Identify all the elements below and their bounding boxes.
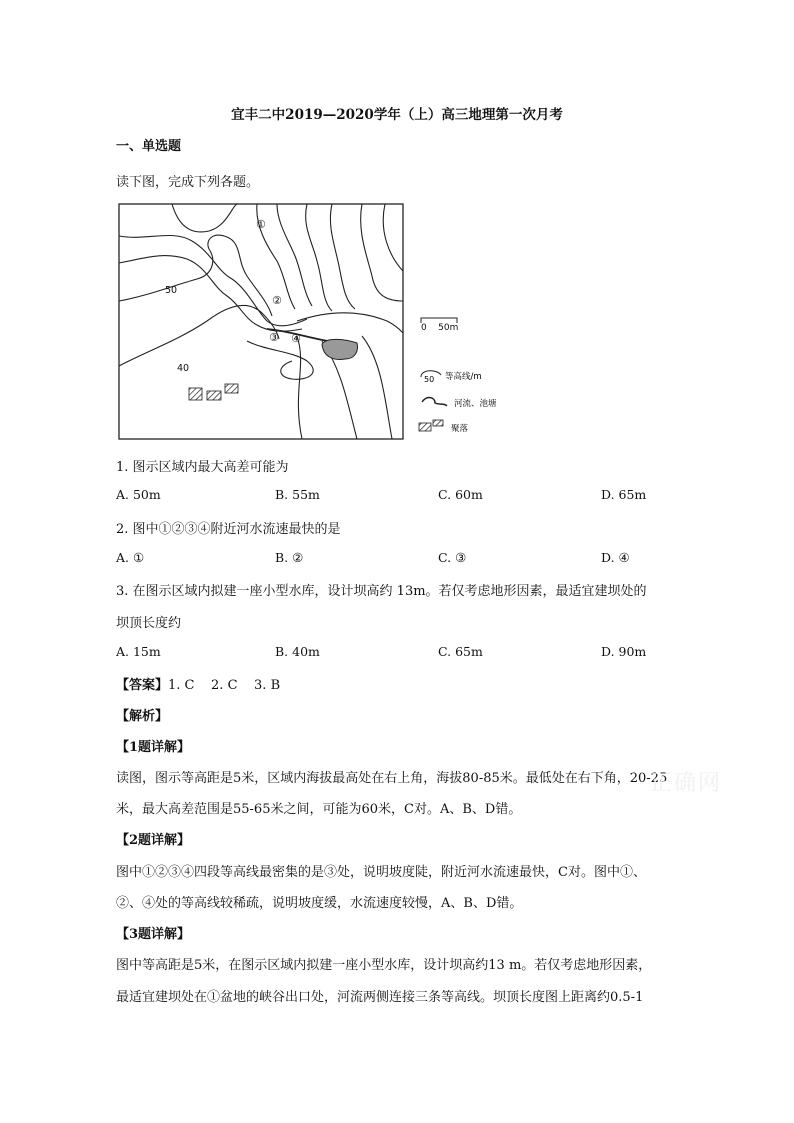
point-label-2: ②: [272, 294, 282, 307]
legend-sample-value: 50: [424, 375, 435, 384]
point-label-3: ③: [269, 331, 279, 344]
q2-option-c: C. ③: [438, 550, 467, 565]
question-3-stem-line-2: 坝顶长度约: [116, 616, 182, 631]
q1-option-a: A. 50m: [116, 487, 161, 502]
map-frame: [119, 204, 403, 439]
intro-text: 读下图，完成下列各题。: [116, 175, 260, 190]
answer-text: 1. C 2. C 3. B: [168, 678, 281, 693]
watermark: 正确网: [650, 771, 723, 796]
q2-option-d: D. ④: [601, 550, 630, 565]
question-3-stem-line-1: 3. 在图示区域内拟建一座小型水库，设计坝高约 13m。若仅考虑地形因素，最适宜建坝处的: [116, 584, 647, 599]
detail-2-line-1: 图中①②③④四段等高线最密集的是③处，说明坡度陡，附近河水流速最快，C对。图中①、: [116, 865, 646, 880]
pond-shape: [322, 339, 358, 359]
question-1-stem: 1. 图示区域内最大高差可能为: [116, 460, 289, 475]
section-heading: 一、单选题: [116, 139, 182, 154]
q1-option-d: D. 65m: [601, 487, 647, 502]
contour-label-50: 50: [165, 285, 178, 296]
q2-option-b: B. ②: [275, 550, 304, 565]
question-2-stem: 2. 图中①②③④附近河水流速最快的是: [116, 522, 341, 537]
detail-2-line-2: ②、④处的等高线较稀疏，说明坡度缓，水流速度较慢，A、B、D错。: [116, 896, 523, 911]
analysis-label: 【解析】: [116, 709, 169, 724]
detail-1-line-1: 读图，图示等高距是5米，区域内海拔最高处在右上角，海拔80-85米。最低处在右下角，20-25: [116, 771, 668, 786]
contour-label-40: 40: [177, 363, 190, 374]
settlements: [189, 384, 238, 400]
scale-label: 0 50m: [421, 323, 459, 333]
q3-option-a: A. 15m: [116, 644, 161, 659]
contour-lines: [119, 204, 403, 439]
q3-option-d: D. 90m: [601, 644, 647, 659]
detail-3-line-1: 图中等高距是5米，在图示区域内拟建一座小型水库，设计坝高约13 m。若仅考虑地形因素，: [116, 958, 652, 973]
q3-option-c: C. 65m: [438, 644, 483, 659]
map-legend: [419, 318, 497, 434]
detail-3-line-2: 最适宜建坝处在①盆地的峡谷出口处，河流两侧连接三条等高线。坝顶长度图上距离约0.5-1: [116, 990, 644, 1005]
point-label-1: ①: [256, 218, 266, 231]
answer-line: [116, 674, 280, 693]
settlement-icon: [419, 423, 431, 431]
detail-3-label: 【3题详解】: [116, 927, 191, 942]
q1-option-c: C. 60m: [438, 487, 483, 502]
detail-1-line-2: 米，最大高差范围是55-65米之间，可能为60米，C对。A、B、D错。: [116, 802, 522, 817]
river-pond-icon: [422, 398, 447, 406]
legend-settlement-label: 聚落: [451, 424, 469, 434]
q2-option-a: A. ①: [116, 550, 145, 565]
legend-river-label: 河流、池塘: [454, 399, 497, 409]
q3-option-b: B. 40m: [275, 644, 320, 659]
q1-option-b: B. 55m: [275, 487, 320, 502]
detail-1-label: 【1题详解】: [116, 740, 191, 755]
detail-2-label: 【2题详解】: [116, 833, 191, 848]
contour-map: [117, 201, 497, 441]
answer-label: 【答案】: [116, 678, 169, 693]
legend-contour-label: 等高线/m: [445, 372, 482, 382]
point-label-4: ④: [291, 332, 301, 345]
page-title: 宜丰二中2019—2020学年（上）高三地理第一次月考: [231, 107, 563, 123]
